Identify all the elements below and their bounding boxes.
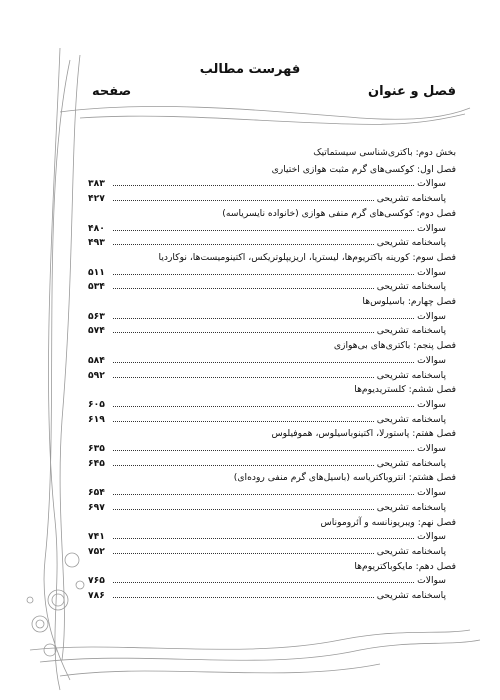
leader-dots [113, 597, 374, 598]
swirl-circle [36, 620, 44, 628]
leader-dots [113, 332, 374, 333]
page-number: ۵۶۳ [88, 310, 105, 322]
toc-row[interactable] [88, 457, 456, 472]
toc-row[interactable] [88, 574, 456, 589]
page-number: ۴۸۰ [88, 222, 105, 234]
chapter-title: فصل نهم: ویبریونانسه و آئروموناس [320, 516, 456, 528]
left-swirl-line-2 [49, 48, 60, 690]
row-label: سوالات [417, 487, 446, 499]
chapter-title: فصل پنجم: باکتری‌های بی‌هوازی [333, 340, 456, 352]
toc-row[interactable] [88, 310, 456, 325]
toc-row[interactable] [88, 280, 456, 295]
toc-row[interactable] [88, 236, 456, 251]
toc-row[interactable] [88, 589, 456, 604]
page-number: ۶۰۵ [88, 398, 105, 410]
chapter-block [88, 163, 456, 207]
leader-dots [113, 406, 414, 407]
top-rule-line-2 [80, 114, 465, 124]
leader-dots [113, 450, 414, 451]
toc-row[interactable] [88, 324, 456, 339]
chapter-title: فصل دوم: کوکسی‌های گرم منفی هوازی (خانواده نایسریاسه) [222, 207, 456, 219]
page-number: ۷۶۵ [88, 575, 105, 587]
toc-row[interactable] [88, 398, 456, 413]
toc-row[interactable] [88, 192, 456, 207]
page-title: فهرست مطالب [199, 62, 301, 77]
chapter-block [88, 251, 456, 295]
chapter-block [88, 471, 456, 515]
leader-dots [113, 318, 414, 319]
page-number: ۳۸۳ [88, 178, 105, 190]
leader-dots [113, 509, 374, 510]
row-label: سوالات [417, 531, 446, 543]
column-heading-page: صفحه [92, 84, 132, 99]
page-number: ۶۹۷ [88, 501, 105, 513]
bottom-rule-line-2 [40, 640, 480, 662]
swirl-circle [44, 644, 56, 656]
row-label: پاسخنامه تشریحی [376, 325, 446, 337]
row-label: سوالات [417, 575, 446, 587]
bottom-rule-line-3 [60, 664, 380, 676]
row-label: سوالات [417, 310, 446, 322]
swirl-circle [76, 581, 84, 589]
top-rule-line [60, 106, 470, 119]
row-label: سوالات [417, 222, 446, 234]
page-number: ۵۳۴ [88, 281, 105, 293]
chapter-block [88, 295, 456, 339]
swirl-circle [65, 553, 79, 567]
row-label: سوالات [417, 354, 446, 366]
row-label: پاسخنامه تشریحی [376, 501, 446, 513]
page-number: ۷۴۱ [88, 531, 105, 543]
leader-dots [113, 494, 414, 495]
leader-dots [113, 244, 374, 245]
page-number: ۶۱۹ [88, 413, 105, 425]
chapter-title: فصل چهارم: باسیلوس‌ها [362, 296, 456, 308]
column-heading-chapter: فصل و عنوان [368, 84, 456, 99]
toc-row[interactable] [88, 354, 456, 369]
page-number: ۷۵۲ [88, 545, 105, 557]
toc-row[interactable] [88, 501, 456, 516]
bottom-rule-line [30, 630, 470, 650]
swirl-circle [32, 616, 48, 632]
swirl-circle [48, 590, 68, 610]
page-number: ۶۵۴ [88, 487, 105, 499]
leader-dots [113, 582, 414, 583]
chapter-block [88, 383, 456, 427]
chapter-title: فصل سوم: کورینه باکتریوم‌ها، لیستریا، اریزیپلوتریکس، اکتینومیست‌ها، نوکاردیا [158, 251, 456, 263]
left-swirl-line-3 [60, 55, 80, 660]
page-number: ۵۱۱ [88, 266, 105, 278]
page-number: ۵۸۴ [88, 354, 105, 366]
row-label: سوالات [417, 178, 446, 190]
page-number: ۴۲۷ [88, 193, 105, 205]
chapter-title: فصل دهم: مایکوباکتریوم‌ها [354, 560, 456, 572]
row-label: پاسخنامه تشریحی [376, 193, 446, 205]
toc-row[interactable] [88, 266, 456, 281]
row-label: پاسخنامه تشریحی [376, 457, 446, 469]
left-swirl-line [44, 60, 70, 680]
leader-dots [113, 200, 374, 201]
leader-dots [113, 274, 414, 275]
chapter-block [88, 516, 456, 560]
leader-dots [113, 288, 374, 289]
leader-dots [113, 185, 414, 186]
page-number: ۵۹۲ [88, 369, 105, 381]
row-label: پاسخنامه تشریحی [376, 413, 446, 425]
chapter-block [88, 427, 456, 471]
page-number: ۵۷۴ [88, 325, 105, 337]
row-label: پاسخنامه تشریحی [376, 590, 446, 602]
toc-row[interactable] [88, 486, 456, 501]
toc-row[interactable] [88, 413, 456, 428]
row-label: سوالات [417, 398, 446, 410]
leader-dots [113, 362, 414, 363]
table-of-contents [88, 146, 456, 604]
toc-row[interactable] [88, 545, 456, 560]
page-number: ۷۸۶ [88, 590, 105, 602]
leader-dots [113, 377, 374, 378]
page-number: ۶۴۵ [88, 457, 105, 469]
row-label: پاسخنامه تشریحی [376, 237, 446, 249]
toc-row[interactable] [88, 530, 456, 545]
swirl-circle [27, 597, 33, 603]
part-heading: بخش دوم: باکتری‌شناسی سیستماتیک [313, 147, 456, 158]
chapter-title: فصل اول: کوکسی‌های گرم مثبت هوازی اختیاری [271, 163, 456, 175]
row-label: پاسخنامه تشریحی [376, 545, 446, 557]
chapter-block [88, 560, 456, 604]
row-label: پاسخنامه تشریحی [376, 369, 446, 381]
chapter-block [88, 339, 456, 383]
toc-row[interactable] [88, 222, 456, 237]
toc-row[interactable] [88, 442, 456, 457]
row-label: پاسخنامه تشریحی [376, 281, 446, 293]
swirl-circle [52, 594, 64, 606]
row-label: سوالات [417, 443, 446, 455]
chapter-title: فصل هشتم: انتروباکتریاسه (باسیل‌های گرم منفی روده‌ای) [233, 472, 456, 484]
chapter-title: فصل هفتم: پاستورلا، اکتینوباسیلوس، هموفیلوس [271, 428, 456, 440]
leader-dots [113, 553, 374, 554]
leader-dots [113, 230, 414, 231]
leader-dots [113, 538, 414, 539]
page-number: ۴۹۳ [88, 237, 105, 249]
leader-dots [113, 465, 374, 466]
chapter-block [88, 207, 456, 251]
chapter-title: فصل ششم: کلستریدیوم‌ها [354, 384, 456, 396]
toc-row[interactable] [88, 369, 456, 384]
row-label: سوالات [417, 266, 446, 278]
toc-row[interactable] [88, 177, 456, 192]
page-number: ۶۳۵ [88, 443, 105, 455]
leader-dots [113, 421, 374, 422]
